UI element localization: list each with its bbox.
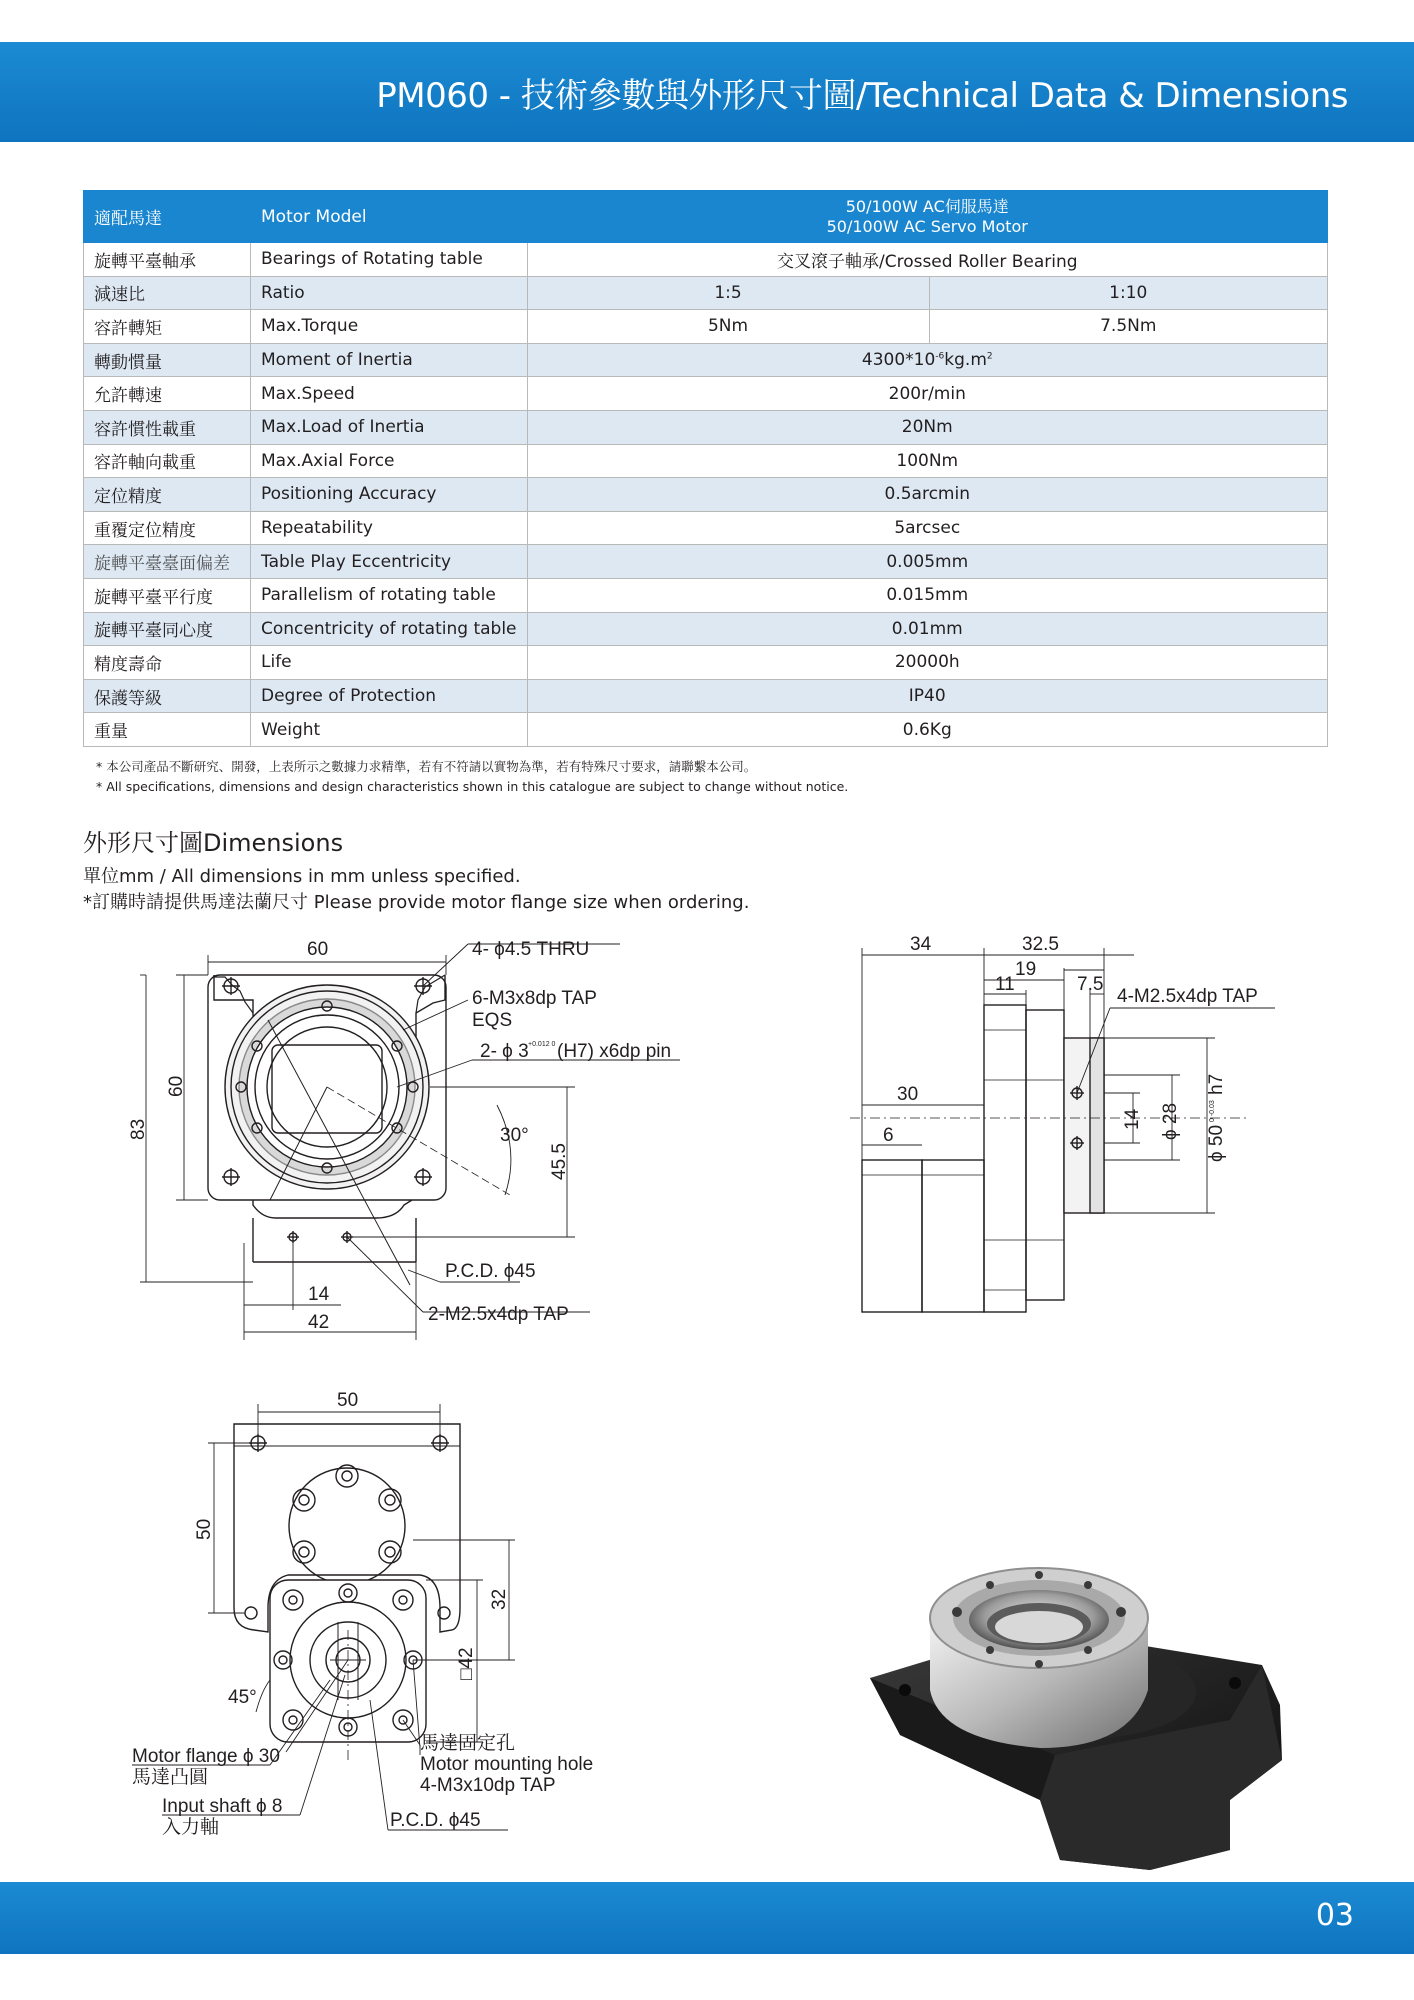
dim-side-11: 11 <box>995 974 1015 995</box>
dim-top-eqs: EQS <box>472 1010 513 1031</box>
inertia-value: 4300*10 <box>861 350 936 371</box>
dim-side-phi50-tol: 0 -0.03 <box>1209 1100 1216 1122</box>
dim-side-325: 32.5 <box>1022 934 1059 955</box>
row-label-en: Positioning Accuracy <box>251 478 528 512</box>
row-label-en: Life <box>251 646 528 680</box>
dim-top-83: 83 <box>128 1118 149 1140</box>
dim-top-tap2: 2-M2.5x4dp TAP <box>428 1304 569 1325</box>
row-label-zh: 旋轉平臺同心度 <box>84 612 251 646</box>
dim-bot-pcd: P.C.D. ϕ45 <box>390 1810 481 1831</box>
row-value: 200r/min <box>527 377 1327 411</box>
row-label-en: Bearings of Rotating table <box>251 243 528 277</box>
dim-top-42: 42 <box>308 1312 330 1333</box>
dim-top-tap6: 6-M3x8dp TAP <box>472 988 597 1009</box>
row-label-zh: 轉動慣量 <box>84 343 251 377</box>
row-value-a: 1:5 <box>527 276 929 310</box>
head-value-zh: 50/100W AC伺服馬達 <box>845 196 1009 216</box>
row-label-zh: 容許軸向載重 <box>84 444 251 478</box>
note-zh: * 本公司產品不斷研究、開發，上表所示之數據力求精準，若有不符請以實物為準，若有特殊尺寸要求，請聯繫本公司。 <box>96 759 757 774</box>
row-label-en: Weight <box>251 713 528 747</box>
dim-side-34: 34 <box>910 934 932 955</box>
inertia-exp: -6 <box>935 351 945 362</box>
dim-side-phi50-fit: h7 <box>1206 1073 1227 1095</box>
row-label-en: Max.Axial Force <box>251 444 528 478</box>
row-value: 100Nm <box>527 444 1327 478</box>
dim-top-ang30: 30° <box>500 1125 529 1146</box>
row-value: 0.6Kg <box>527 713 1327 747</box>
dim-side-30: 30 <box>897 1084 919 1105</box>
top-view-drawing <box>140 944 680 1340</box>
order-note: *訂購時請提供馬達法蘭尺寸 Please provide motor flange size when ordering. <box>83 892 750 913</box>
dim-side-6: 6 <box>883 1125 894 1146</box>
dim-side-14: 14 <box>1122 1108 1143 1130</box>
note-en: * All specifications, dimensions and design characteristics shown in this catalogue are subject to change without notice. <box>96 779 849 794</box>
row-value: 交叉滾子軸承/Crossed Roller Bearing <box>527 243 1327 277</box>
row-label-en: Table Play Eccentricity <box>251 545 528 579</box>
dim-side-19: 19 <box>1015 959 1037 980</box>
dim-top-60-w: 60 <box>307 939 329 960</box>
row-value: 20Nm <box>527 410 1327 444</box>
dim-bot-sq42: □42 <box>456 1647 477 1680</box>
dim-side-75: 7.5 <box>1077 974 1104 995</box>
dim-top-14: 14 <box>308 1284 330 1305</box>
footer-band <box>0 1882 1414 1954</box>
dim-bot-ang45: 45° <box>228 1687 257 1708</box>
row-label-zh: 允許轉速 <box>84 377 251 411</box>
dim-top-60-h: 60 <box>166 1075 187 1097</box>
row-label-en: Moment of Inertia <box>251 343 528 377</box>
dim-bot-50-h: 50 <box>194 1518 215 1540</box>
row-label-en: Max.Speed <box>251 377 528 411</box>
label-shaft-zh: 入力軸 <box>162 1817 220 1838</box>
row-label-en: Repeatability <box>251 511 528 545</box>
row-label-en: Concentricity of rotating table <box>251 612 528 646</box>
product-photo <box>870 1568 1282 1870</box>
row-label-zh: 旋轉平臺軸承 <box>84 243 251 277</box>
row-label-zh: 減速比 <box>84 276 251 310</box>
row-value-b: 7.5Nm <box>929 310 1327 344</box>
row-label-zh: 精度壽命 <box>84 646 251 680</box>
label-shaft-en: Input shaft ϕ 8 <box>162 1796 283 1817</box>
row-label-zh: 重覆定位精度 <box>84 511 251 545</box>
row-value: 0.005mm <box>527 545 1327 579</box>
row-label-zh: 保護等級 <box>84 679 251 713</box>
row-value: 20000h <box>527 646 1327 680</box>
dim-top-455: 45.5 <box>549 1143 570 1180</box>
inertia-unit: kg.m <box>944 350 987 371</box>
head-value-en: 50/100W AC Servo Motor <box>826 216 1028 236</box>
row-label-zh: 重量 <box>84 713 251 747</box>
row-value: 5arcsec <box>527 511 1327 545</box>
row-label-en: Max.Load of Inertia <box>251 410 528 444</box>
page-title: PM060 - 技術參數與外形尺寸圖/Technical Data & Dimensions <box>376 76 1348 116</box>
dim-side-phi28: ϕ 28 <box>1160 1102 1181 1140</box>
dim-side-tap4: 4-M2.5x4dp TAP <box>1117 986 1258 1007</box>
row-label-en: Degree of Protection <box>251 679 528 713</box>
row-label-zh: 旋轉平臺臺面偏差 <box>84 545 251 579</box>
dimensions-title: 外形尺寸圖Dimensions <box>83 829 344 857</box>
row-value: IP40 <box>527 679 1327 713</box>
row-label-en: Parallelism of rotating table <box>251 578 528 612</box>
head-label-en: Motor Model <box>251 191 528 243</box>
row-label-zh: 容許轉矩 <box>84 310 251 344</box>
dim-bot-32: 32 <box>489 1588 510 1610</box>
row-value: 0.01mm <box>527 612 1327 646</box>
inertia-unit-exp: 2 <box>986 351 993 362</box>
dim-side-phi50: ϕ 50 <box>1206 1124 1227 1162</box>
label-flange-en: Motor flange ϕ 30 <box>132 1746 280 1767</box>
dim-top-pin-pre: 2- ϕ 3 <box>480 1041 529 1062</box>
row-label-zh: 定位精度 <box>84 478 251 512</box>
row-value: 0.5arcmin <box>527 478 1327 512</box>
page-number: 03 <box>1315 1898 1354 1933</box>
row-value-a: 5Nm <box>527 310 929 344</box>
head-label-zh: 適配馬達 <box>84 191 251 243</box>
unit-note: 單位mm / All dimensions in mm unless specified. <box>83 866 521 887</box>
row-label-en: Max.Torque <box>251 310 528 344</box>
row-value-b: 1:10 <box>929 276 1327 310</box>
dim-top-pcd: P.C.D. ϕ45 <box>445 1261 536 1282</box>
dim-top-thru: 4- ϕ4.5 THRU <box>472 939 590 960</box>
row-label-zh: 旋轉平臺平行度 <box>84 578 251 612</box>
label-mhole-en: Motor mounting hole <box>420 1754 594 1775</box>
dim-bot-50-w: 50 <box>337 1390 359 1411</box>
row-label-en: Ratio <box>251 276 528 310</box>
label-mhole-zh: 馬達固定孔 <box>420 1733 516 1754</box>
row-value: 0.015mm <box>527 578 1327 612</box>
dim-top-pin-post: (H7) x6dp pin <box>557 1041 672 1062</box>
row-label-zh: 容許慣性載重 <box>84 410 251 444</box>
label-flange-zh: 馬達凸圓 <box>132 1767 209 1788</box>
label-mhole-tap: 4-M3x10dp TAP <box>420 1775 556 1796</box>
dim-top-pin-tol: +0.012 0 <box>528 1041 556 1048</box>
